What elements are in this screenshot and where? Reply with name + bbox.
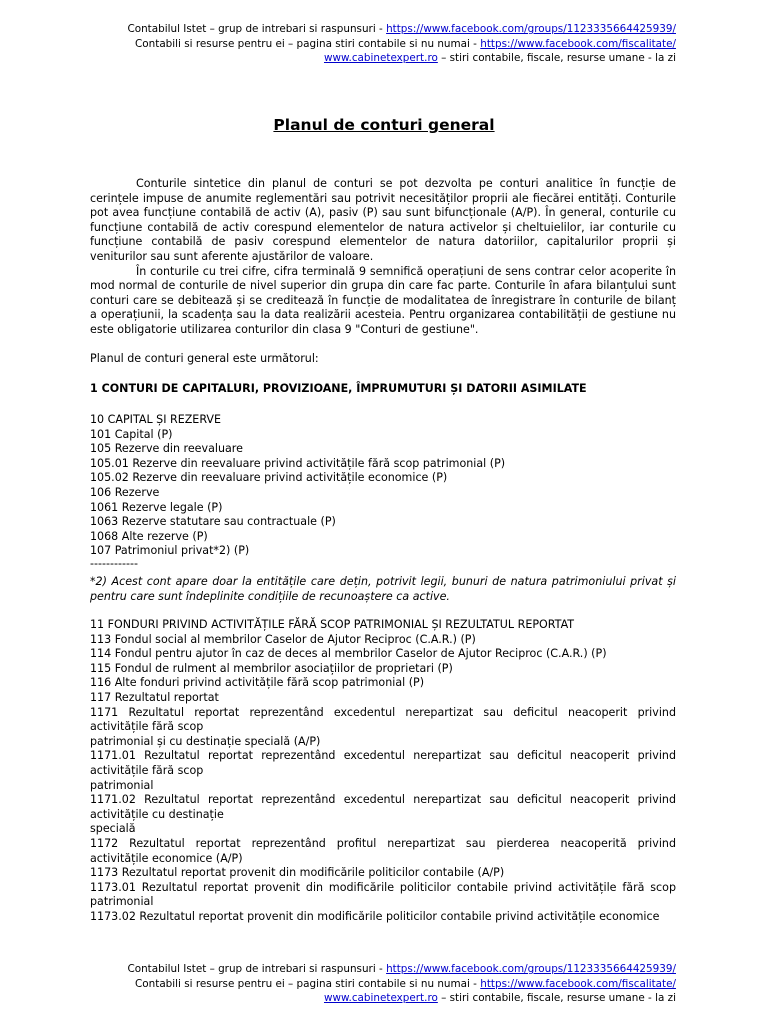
page-title: Planul de conturi general bbox=[273, 116, 495, 134]
list-item: 105.02 Rezerve din reevaluare privind activitățile economice (P) bbox=[90, 471, 448, 485]
entry-1171-02-cont: activitățile cu destinație bbox=[90, 807, 224, 821]
entry-1171-01-cont: activitățile fără scop bbox=[90, 763, 204, 777]
separator-line: ------------ bbox=[90, 556, 139, 570]
footer-group-link[interactable]: https://www.facebook.com/groups/1123335664425939/ bbox=[386, 963, 676, 975]
entry-1171: 1171 Rezultatul reportat reprezentând excedentul nerepartizat sau deficitul neacoperit privind bbox=[90, 705, 676, 719]
intro-paragraph-2: În conturile cu trei cifre, cifra terminală 9 semnifică operațiuni de sens contrar celor acoperite în mod normal de conturile de nivel superior din grupa din care fac parte. Conturile în afara bilanțului sunt conturi care se debitează și se creditează în funcție de modalitatea de înregistrare în conturile de bilanț a operațiunii, la scadența sau la data realizării acesteia. Pentru organizarea contabilității de gestiune nu este obligatorie utilizarea conturilor din clasa 9 "Conturi de gestiune". bbox=[90, 264, 676, 336]
list-item: 117 Rezultatul reportat bbox=[90, 690, 219, 704]
footnote: *2) Acest cont apare doar la entitățile care dețin, potrivit legii, bunuri de natura patrimoniului privat și pentru care sunt îndeplinite condițiile de recunoaștere ca active. bbox=[90, 575, 676, 603]
entry-1171-01-cont: patrimonial bbox=[90, 778, 154, 792]
intro-section bbox=[90, 177, 676, 338]
entry-1172-cont: activitățile economice (A/P) bbox=[90, 851, 243, 865]
entry-1173-01: 1173.01 Rezultatul reportat provenit din modificările politicilor contabile privind activitățile fără scop bbox=[90, 880, 676, 894]
header-line-3: www.cabinetexpert.ro – stiri contabile, fiscale, resurse umane - la zi bbox=[323, 52, 676, 65]
header-cabinetexpert-link[interactable]: www.cabinetexpert.ro bbox=[323, 52, 438, 65]
list-item: 114 Fondul pentru ajutor în caz de deces al membrilor Caselor de Ajutor Reciproc (C.A.R.) (P) bbox=[90, 647, 607, 661]
header-line-2: Contabili si resurse pentru ei – pagina stiri contabile si nu numai - https://www.facebook.com/fiscalitate/ bbox=[135, 37, 676, 50]
list-item: 105.01 Rezerve din reevaluare privind activitățile fără scop patrimonial (P) bbox=[90, 456, 506, 470]
entry-1171-01: 1171.01 Rezultatul reportat reprezentând excedentul nerepartizat sau deficitul neacoperit privind bbox=[90, 749, 676, 763]
list-item: 106 Rezerve bbox=[90, 485, 160, 499]
header-group-link[interactable]: https://www.facebook.com/groups/1123335664425939/ bbox=[386, 23, 676, 35]
footer-line-2: Contabili si resurse pentru ei – pagina stiri contabile si nu numai - https://www.facebook.com/fiscalitate/ bbox=[135, 977, 676, 990]
entry-1171-cont: activitățile fără scop bbox=[90, 720, 204, 734]
header-line-1: Contabilul Istet – grup de intrebari si raspunsuri - https://www.facebook.com/groups/1123335664425939/ bbox=[127, 23, 676, 35]
list-item: 11 FONDURI PRIVIND ACTIVITĂȚILE FĂRĂ SCOP PATRIMONIAL ȘI REZULTATUL REPORTAT bbox=[90, 618, 575, 631]
group-11-list bbox=[90, 618, 676, 924]
list-item: 101 Capital (P) bbox=[90, 427, 173, 441]
list-item: 105 Rezerve din reevaluare bbox=[90, 442, 243, 456]
list-item: 113 Fondul social al membrilor Caselor de Ajutor Reciproc (C.A.R.) (P) bbox=[90, 632, 476, 646]
entry-1173: 1173 Rezultatul reportat provenit din modificările politicilor contabile (A/P) bbox=[90, 866, 505, 880]
footer-cabinetexpert-link[interactable]: www.cabinetexpert.ro bbox=[323, 992, 438, 1005]
footer-line-3: www.cabinetexpert.ro – stiri contabile, fiscale, resurse umane - la zi bbox=[323, 992, 676, 1005]
list-item: 115 Fondul de rulment al membrilor asociațiilor de proprietari (P) bbox=[90, 661, 453, 675]
footer-line-1: Contabilul Istet – grup de intrebari si raspunsuri - https://www.facebook.com/groups/1123335664425939/ bbox=[127, 963, 676, 975]
list-item: 107 Patrimoniul privat*2) (P) bbox=[90, 544, 250, 558]
group-10-list bbox=[90, 413, 676, 568]
entry-1173-02: 1173.02 Rezultatul reportat provenit din modificările politicilor contabile privind activitățile economice bbox=[90, 909, 660, 923]
intro-paragraph-3: Planul de conturi general este următorul: bbox=[90, 352, 319, 365]
page-footer bbox=[127, 962, 676, 1006]
page-header bbox=[127, 22, 676, 66]
entry-1172: 1172 Rezultatul reportat reprezentând profitul nerepartizat sau pierderea neacoperită privind bbox=[90, 836, 676, 850]
entry-1171-02: 1171.02 Rezultatul reportat reprezentând excedentul nerepartizat sau deficitul neacoperit privind bbox=[90, 793, 676, 807]
intro-paragraph-1: Conturile sintetice din planul de conturi se pot dezvolta pe conturi analitice în funcție de cerințele impuse de anumite reglementări sau potrivit necesităților proprii ale fiecărei entități. Conturile pot avea funcțiune contabilă de activ (A), pasiv (P) sau sunt bifuncționale (A/P). În general, conturile cu funcțiune contabilă de activ corespund elementelor de natura activelor și cheltuielilor, iar conturile cu funcțiune contabilă de pasiv corespund elementelor de natura datoriilor, capitalurilor proprii și veniturilor sau sunt aferente ajustărilor de valoare. bbox=[90, 177, 676, 263]
list-item: 116 Alte fonduri privind activitățile fără scop patrimonial (P) bbox=[90, 676, 425, 690]
entry-1173-01-cont: patrimonial bbox=[90, 895, 154, 909]
list-item: 1061 Rezerve legale (P) bbox=[90, 500, 223, 514]
list-item: 1068 Alte rezerve (P) bbox=[90, 529, 208, 543]
entry-1171-cont: patrimonial și cu destinație specială (A/P) bbox=[90, 734, 321, 748]
footer-fiscalitate-link[interactable]: https://www.facebook.com/fiscalitate/ bbox=[480, 977, 676, 990]
list-item: 10 CAPITAL ȘI REZERVE bbox=[90, 413, 222, 426]
header-fiscalitate-link[interactable]: https://www.facebook.com/fiscalitate/ bbox=[480, 37, 676, 50]
list-item: 1063 Rezerve statutare sau contractuale (P) bbox=[90, 515, 336, 529]
entry-1171-02-cont: specială bbox=[90, 822, 136, 836]
class-1-heading: 1 CONTURI DE CAPITALURI, PROVIZIOANE, ÎMPRUMUTURI ȘI DATORII ASIMILATE bbox=[90, 382, 587, 395]
